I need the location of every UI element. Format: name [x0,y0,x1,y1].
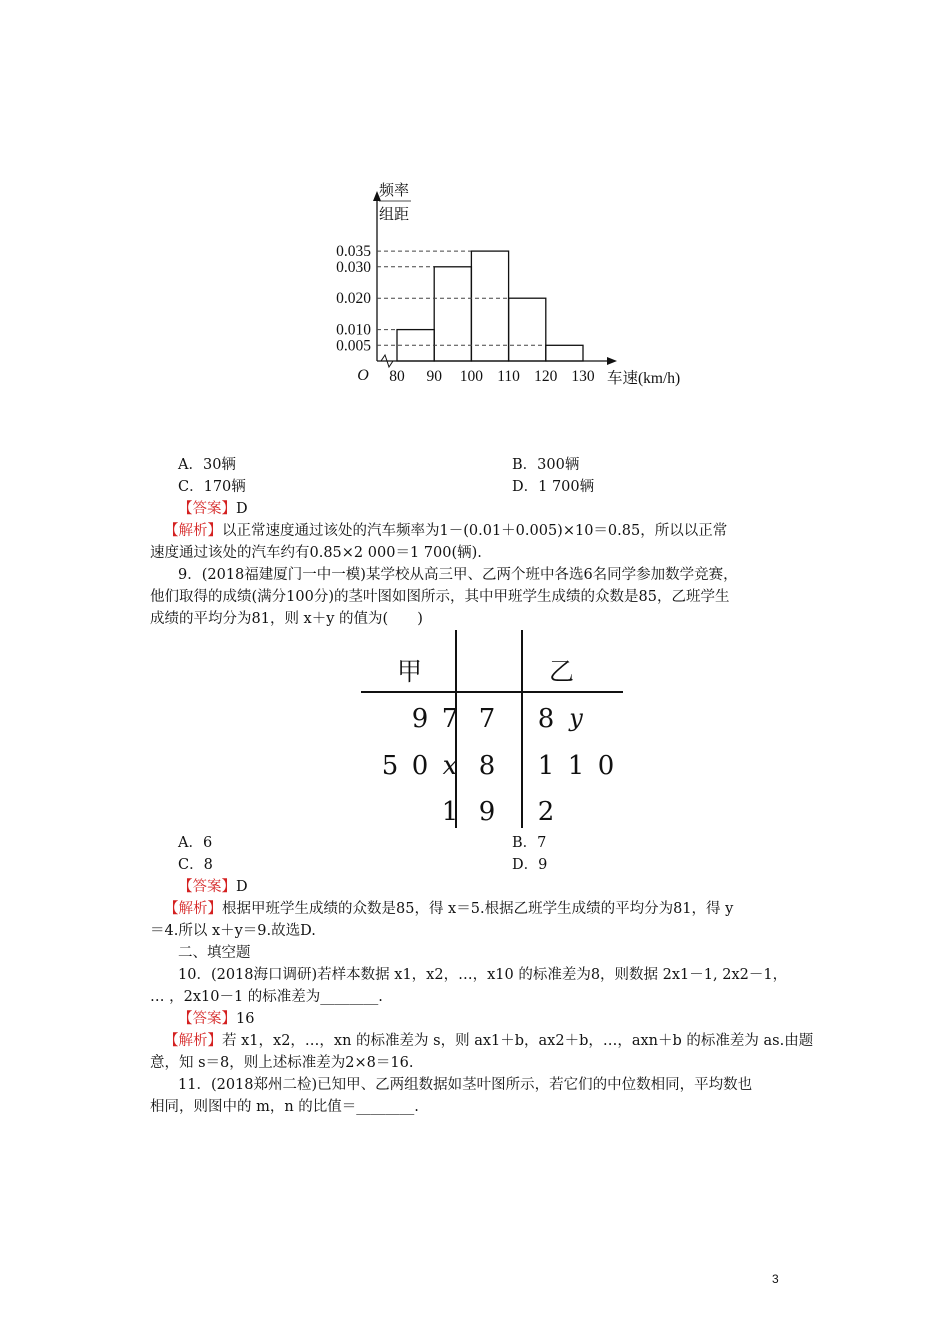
page-number: 3 [772,1272,779,1286]
y-tick-label-1: 0.030 [336,258,371,276]
q10-explanation-2: 意，知 s＝8，则上述标准差为2×8＝16. [150,1055,414,1071]
right-leaf-1-2: 0 [597,751,615,781]
q9-option-a: A．6 [178,835,213,851]
left-leaf-1-1: 0 [411,751,429,781]
left-leaf-1-0: 5 [381,751,399,781]
x-tick-label-130: 130 [571,368,595,385]
q10-explanation-1: 【解析】若 x1，x2，…，xn 的标准差为 s，则 ax1＋b，ax2＋b，…，axn＋b 的标准差为 as.由题 [164,1033,814,1049]
x-tick-label-110: 110 [497,368,520,385]
q8-option-a: A．30辆 [178,457,236,473]
section-heading: 二、填空题 [178,945,251,961]
x-axis-arrow [607,357,617,365]
q9-stem-3: 成绩的平均分为81，则 x＋y 的值为( ) [150,611,423,627]
left-header: 甲 [397,657,423,686]
q11-stem-1: 11．(2018郑州二检)已知甲、乙两组数据如茎叶图所示，若它们的中位数相同，平均数也 [178,1077,753,1093]
x-axis-label: 车速(km/h) [607,370,681,387]
right-leaf-1-0: 1 [537,751,555,781]
stem-9: 9 [478,797,496,827]
histogram-bar-100 [471,251,508,361]
x-tick-label-90: 90 [426,368,442,385]
right-leaf-0-1: y [569,704,583,732]
stem-divider-right [521,630,523,828]
q8-option-b: B．300辆 [512,457,580,473]
q9-answer: 【答案】D [178,879,248,895]
q8-answer: 【答案】D [178,501,248,517]
y-tick-label-2: 0.020 [336,290,371,308]
left-leaf-2-0: 1 [441,797,459,827]
stem-leaf-plot [355,630,630,830]
stem-8: 8 [478,751,496,781]
q9-option-d: D．9 [512,857,548,873]
q8-explanation-2: 速度通过该处的汽车约有0.85×2 000＝1 700(辆). [150,545,482,561]
right-leaf-1-1: 1 [567,751,585,781]
left-leaf-1-2: x [442,751,458,781]
q9-stem-2: 他们取得的成绩(满分100分)的茎叶图如图所示，其中甲班学生成绩的众数是85，乙班学生 [150,589,730,605]
q10-stem-2: … ，2x10－1 的标准差为________. [150,989,383,1005]
x-tick-label-80: 80 [389,368,405,385]
right-leaf-2-0: 2 [537,797,555,827]
right-leaf-0-0: 8 [537,704,555,734]
x-tick-label-120: 120 [534,368,558,385]
q8-option-c: C．170辆 [178,479,246,495]
y-axis-label-bottom: 组距 [379,207,410,223]
left-leaf-0-0: 9 [411,704,429,734]
y-tick-label-4: 0.005 [336,337,371,355]
histogram-bar-90 [434,267,471,361]
origin-label: O [357,367,369,384]
y-tick-label-3: 0.010 [336,321,371,339]
q9-option-c: C．8 [178,857,213,873]
frequency-histogram [320,175,720,395]
left-leaf-0-1: 7 [441,704,459,734]
right-header: 乙 [549,657,575,686]
q10-stem-1: 10．(2018海口调研)若样本数据 x1，x2，…，x10 的标准差为8，则数据 2x1－1, 2x2－1， [178,967,788,983]
histogram-bar-120 [546,345,583,361]
q9-explanation-1: 【解析】根据甲班学生成绩的众数是85，得 x＝5.根据乙班学生成绩的平均分为81，得 y [164,901,734,917]
y-axis-label-top: 频率 [379,183,410,199]
q11-stem-2: 相同，则图中的 m，n 的比值＝________. [150,1099,419,1115]
q9-stem-1: 9．(2018福建厦门一中一模)某学校从高三甲、乙两个班中各选6名同学参加数学竞赛， [178,567,738,583]
q8-explanation-1: 【解析】以正常速度通过该处的汽车频率为1－(0.01＋0.005)×10＝0.85，所以以正常 [164,523,728,539]
x-tick-label-100: 100 [459,368,484,385]
header-rule [361,691,623,693]
q9-option-b: B．7 [512,835,547,851]
q10-answer: 【答案】16 [178,1011,255,1027]
histogram-bar-110 [509,298,546,361]
y-tick-label-0: 0.035 [336,243,371,261]
q8-option-d: D．1 700辆 [512,479,595,495]
stem-7: 7 [478,704,496,734]
q9-explanation-2: ＝4.所以 x＋y＝9.故选D. [150,923,316,939]
